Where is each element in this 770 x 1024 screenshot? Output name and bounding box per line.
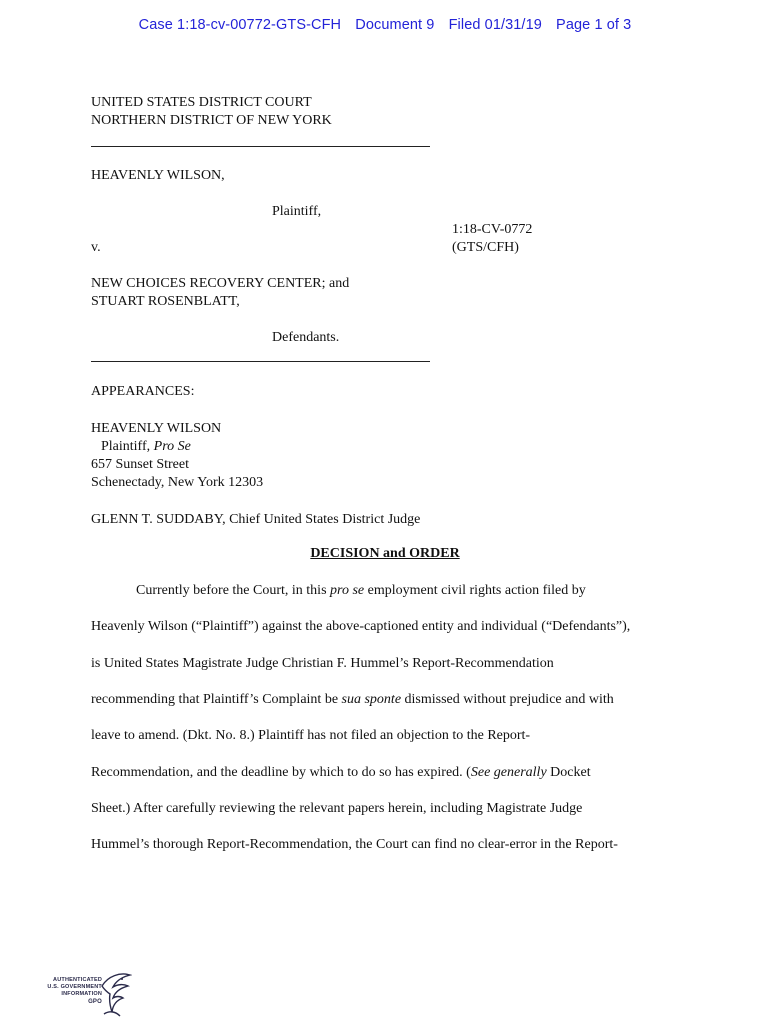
body-line-1	[136, 582, 586, 600]
body-italic: pro se	[330, 583, 365, 598]
page-title: DECISION and ORDER	[310, 546, 460, 561]
body-line-3: is United States Magistrate Judge Christian F. Hummel’s Report-Recommendation	[91, 656, 554, 671]
document-header	[0, 17, 770, 33]
body-text: Recommendation, and the deadline by which to do so has expired. (	[91, 765, 471, 780]
appearance-address1: 657 Sunset Street	[91, 457, 189, 472]
filed-date: Filed 01/31/19	[448, 17, 542, 33]
body-line-4	[91, 691, 614, 709]
logo-line1: AUTHENTICATED	[53, 977, 102, 983]
judge-line: GLENN T. SUDDABY, Chief United States District Judge	[91, 512, 421, 527]
eagle-icon	[98, 972, 132, 1018]
plaintiff-role: Plaintiff,	[272, 204, 322, 219]
case-number: Case 1:18-cv-00772-GTS-CFH	[138, 17, 342, 33]
logo-line3: INFORMATION	[61, 991, 102, 997]
appearance-role-italic: Pro Se	[153, 439, 191, 454]
gpo-authentication-logo	[44, 972, 134, 1018]
appearance-role-prefix: Plaintiff,	[101, 439, 154, 454]
appearance-name: HEAVENLY WILSON	[91, 421, 222, 436]
body-italic: See generally	[470, 765, 547, 780]
case-number-line2: (GTS/CFH)	[452, 240, 519, 255]
body-text: employment civil rights action filed by	[364, 583, 586, 598]
case-number-line1: 1:18-CV-0772	[452, 222, 533, 237]
page-indicator: Page 1 of 3	[556, 17, 632, 33]
body-text: Currently before the Court, in this	[136, 583, 331, 598]
caption-divider-top	[91, 146, 430, 147]
body-text: Docket	[546, 765, 591, 780]
defendants-line1: NEW CHOICES RECOVERY CENTER; and	[91, 276, 350, 291]
appearances-heading: APPEARANCES:	[91, 384, 195, 399]
versus: v.	[91, 240, 101, 255]
body-line-5: leave to amend. (Dkt. No. 8.) Plaintiff has not filed an objection to the Report-	[91, 728, 531, 743]
logo-line2: U.S. GOVERNMENT	[47, 984, 102, 990]
body-italic: sua sponte	[341, 692, 402, 707]
defendants-role: Defendants.	[272, 330, 340, 345]
appearance-address2: Schenectady, New York 12303	[91, 475, 264, 490]
body-line-6	[91, 764, 591, 782]
plaintiff-name: HEAVENLY WILSON,	[91, 168, 225, 183]
body-text: recommending that Plaintiff’s Complaint be	[91, 692, 342, 707]
defendants-line2: STUART ROSENBLATT,	[91, 294, 240, 309]
body-line-8: Hummel’s thorough Report-Recommendation, the Court can find no clear-error in the Report-	[91, 837, 618, 852]
caption-divider-bottom	[91, 361, 430, 362]
body-text: dismissed without prejudice and with	[401, 692, 614, 707]
body-line-7: Sheet.) After carefully reviewing the relevant papers herein, including Magistrate Judge	[91, 801, 583, 816]
appearance-role	[101, 438, 191, 456]
document-number: Document 9	[355, 17, 435, 33]
body-line-2: Heavenly Wilson (“Plaintiff”) against the above-captioned entity and individual (“Defendants”),	[91, 619, 631, 634]
logo-line4: GPO	[88, 999, 102, 1005]
court-name: UNITED STATES DISTRICT COURT	[91, 95, 312, 110]
court-district: NORTHERN DISTRICT OF NEW YORK	[91, 113, 332, 128]
